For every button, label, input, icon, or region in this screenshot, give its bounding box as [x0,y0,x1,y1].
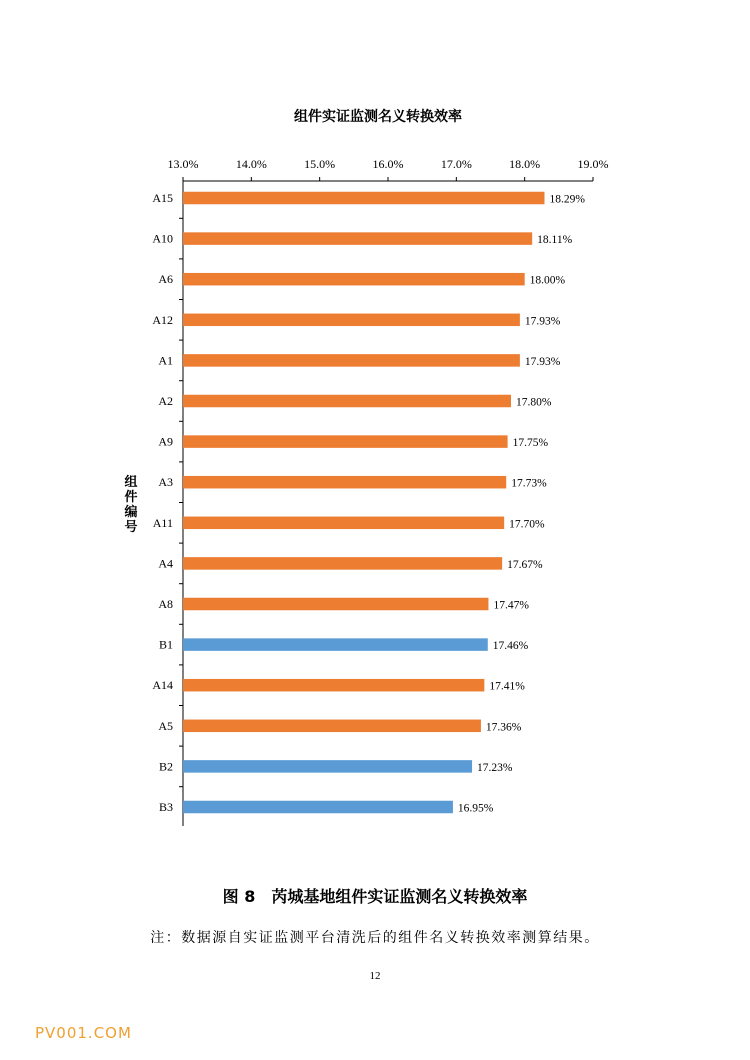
x-tick-label: 14.0% [235,157,267,171]
value-label: 17.67% [507,558,543,571]
bar-A2 [183,395,511,408]
y-tick-label: A15 [152,191,173,205]
y-tick-label: A1 [158,353,173,368]
bars [152,191,585,815]
y-tick-label: A14 [152,678,173,693]
y-tick-label: A6 [158,272,173,287]
value-label: 17.75% [512,437,549,450]
y-tick-label: A8 [158,597,173,611]
bar-A12 [183,314,520,327]
value-label: 18.29% [549,193,585,206]
y-tick-label: B1 [158,637,173,652]
watermark: PV001.COM [35,1024,132,1042]
y-tick-label: A12 [152,312,173,327]
y-axis-label-char: 编 [124,505,138,520]
value-label: 17.80% [516,396,552,409]
value-label: 18.00% [529,274,566,287]
figure-note: 注：数据源自实证监测平台清洗后的组件名义转换效率测算结果。 [150,930,600,946]
value-label: 17.46% [492,640,529,653]
value-label: 17.73% [511,477,547,490]
chart-title: 组件实证监测名义转换效率 [294,109,462,125]
value-label: 17.93% [524,355,561,368]
y-tick-label: B3 [158,800,173,814]
value-label: 17.41% [489,680,525,693]
value-label: 17.70% [509,518,545,531]
y-tick-label: A4 [158,556,173,571]
y-axis-label [124,474,137,535]
value-label: 17.47% [493,599,529,612]
bar-B3 [183,801,453,814]
bar-A8 [183,598,488,611]
bar-A15 [183,192,544,205]
x-tick-label: 13.0% [167,157,199,171]
y-axis-label-char: 组 [124,475,138,490]
value-label: 18.11% [537,234,573,247]
bar-A11 [183,517,504,530]
bar-A14 [183,679,484,692]
y-tick-label: B2 [158,759,173,774]
x-tick-label: 15.0% [304,157,336,171]
bar-B1 [183,638,488,651]
value-label: 17.36% [485,721,522,734]
bar-A9 [183,435,508,448]
x-tick-label: 16.0% [372,157,404,171]
value-label: 17.93% [524,315,561,328]
bar-A3 [183,476,506,489]
x-tick-label: 19.0% [577,157,609,171]
x-tick-label: 18.0% [509,157,541,171]
y-tick-label: A9 [158,434,173,449]
bar-A6 [183,273,525,286]
value-label: 17.23% [477,761,513,774]
bar-A10 [183,232,532,245]
y-tick-label: A11 [152,515,173,530]
bar-A4 [183,557,502,570]
figure-caption: 图 8 芮城基地组件实证监测名义转换效率 [222,887,528,906]
page-number: 12 [369,970,381,982]
y-tick-label: A5 [158,718,173,733]
bar-A5 [183,720,481,733]
x-tick-label: 17.0% [440,157,472,171]
y-axis-label-char: 件 [124,490,138,505]
value-label: 16.95% [457,802,494,815]
y-tick-label: A3 [158,475,173,490]
bar-A1 [183,354,520,367]
y-tick-label: A2 [158,394,173,408]
bar-B2 [183,760,472,773]
y-tick-label: A10 [152,231,173,246]
y-axis-label-char: 号 [124,520,138,535]
